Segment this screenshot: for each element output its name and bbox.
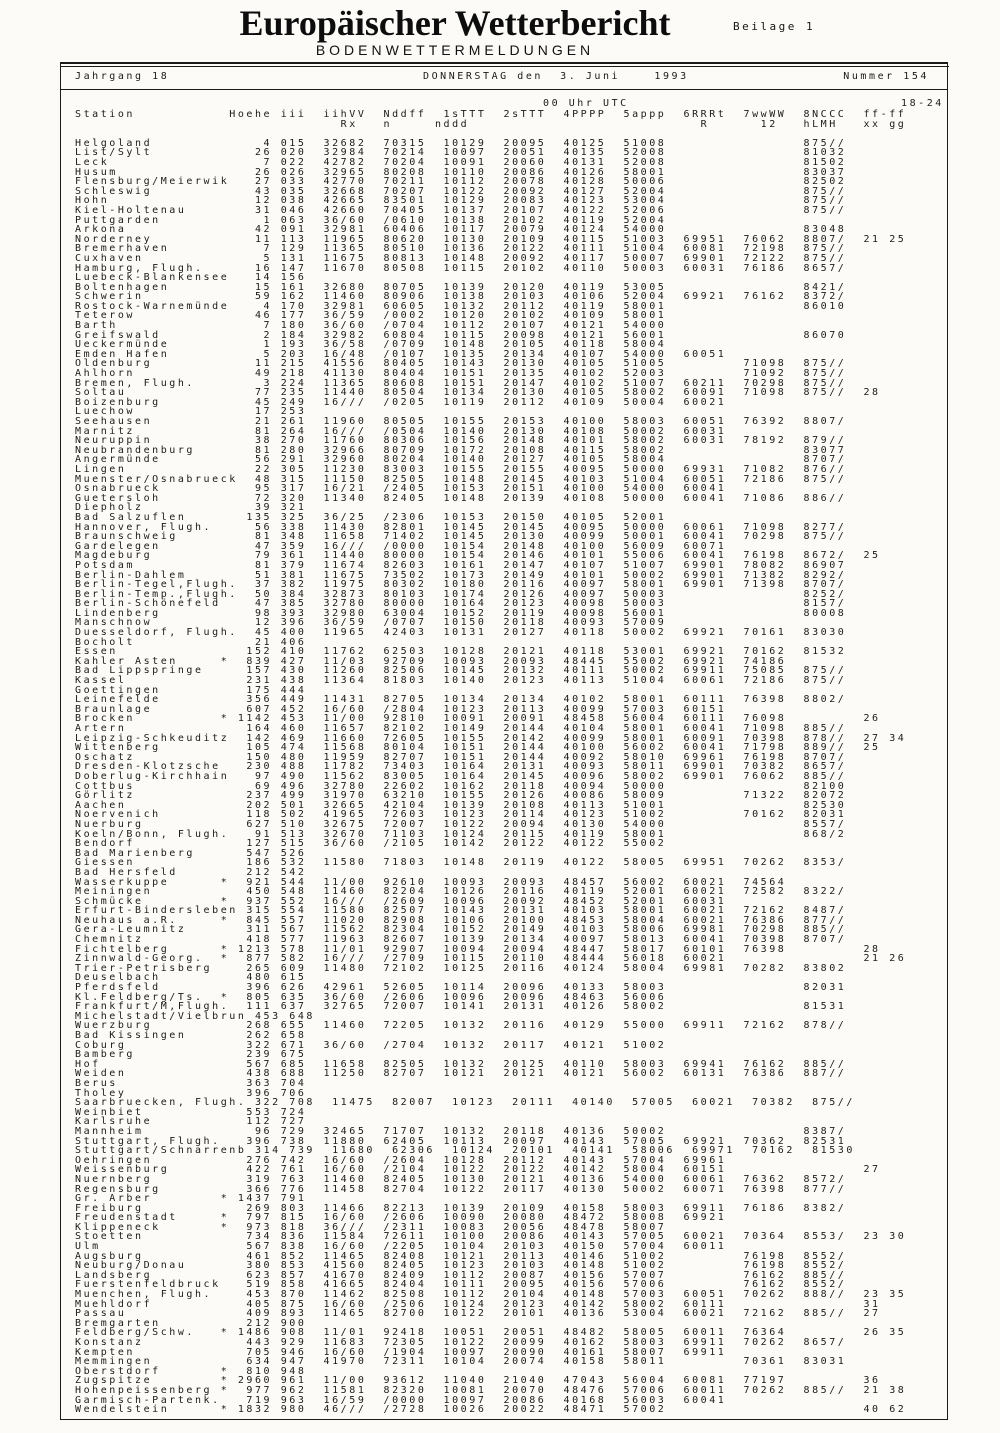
table-row: Wasserkuppe * 921 544 11/00 92610 10093 20093 48457 56002 60021 74564 bbox=[75, 876, 787, 888]
table-row: Barth 7 180 36/60 /0704 10112 20107 40121 54000 bbox=[75, 320, 667, 332]
table-row: Muenchen, Flugh. 453 870 11462 82508 10112 20104 40148 57003 60051 70262 888// 23 35 bbox=[75, 1289, 907, 1301]
table-row: Ueckermünde 1 193 36/58 /0709 10148 20105 40118 58004 bbox=[75, 339, 667, 351]
table-row: Freudenstadt * 797 815 16/60 /2606 10090 20080 48472 58008 69921 bbox=[75, 1212, 727, 1224]
table-row: Emden Hafen 5 203 16/48 /0107 10135 20134 40107 54000 60051 bbox=[75, 348, 727, 360]
table-row: Trier-Petrisberg 265 609 11480 72102 10125 20116 40124 58004 69981 70282 83802 bbox=[75, 962, 847, 974]
table-row: Bremen, Flugh. 3 224 11365 80608 10151 20147 40102 51007 60211 70298 875// bbox=[75, 377, 847, 389]
table-row: Luebeck-Blankensee 14 156 bbox=[75, 272, 307, 284]
table-row: Bad Marienberg 547 526 bbox=[75, 847, 307, 859]
table-row: Hamburg, Flugh. 16 147 11670 80508 10115 20102 40110 50003 60031 76186 8657/ bbox=[75, 262, 847, 274]
table-row: Puttgarden 1 063 36/60 /0610 10138 20102 40119 52004 bbox=[75, 214, 667, 226]
table-row: Garmisch-Partenk. 719 963 16/59 /0000 10097 20086 40168 56003 60041 bbox=[75, 1394, 727, 1406]
table-row: List/Sylt 26 020 32984 70214 10097 20051 40135 52008 81032 bbox=[75, 147, 847, 159]
table-row: Oehringen 276 742 16/60 /2604 10128 20112 40143 57004 69961 bbox=[75, 1154, 727, 1166]
table-row: Berus 363 704 bbox=[75, 1077, 307, 1089]
table-row: Pferdsfeld 396 626 42961 52605 10114 20096 40133 58003 82031 bbox=[75, 982, 847, 994]
subtitle: BODENWETTERMELDUNGEN bbox=[315, 42, 595, 58]
observation-time-label: 00 Uhr UTC bbox=[543, 98, 629, 109]
station-table bbox=[61, 110, 947, 1415]
table-row: Meiningen 450 548 11460 82204 10126 20116 40119 52001 60021 72582 8322/ bbox=[75, 886, 847, 898]
table-row: Regensburg 366 776 11458 82704 10122 20117 40130 50002 60071 76398 877// bbox=[75, 1183, 847, 1195]
table-row: Mannheim 96 729 32465 71707 10132 20118 40136 50002 8387/ bbox=[75, 1125, 847, 1137]
table-row: Guetersloh 72 320 11340 82405 10148 20139 40108 50000 60041 71086 886// bbox=[75, 492, 847, 504]
table-header-row: Station Hoehe iii iihVV Nddff 1sTTT 2sTTT 4PPPP 5appp 6RRRt 7wwWW 8NCCC ff-ff bbox=[75, 109, 907, 120]
table-row: Augsburg 461 852 11465 82408 10121 20113 40146 51002 76198 8552/ bbox=[75, 1250, 847, 1262]
table-row: Klippeneck * 973 818 36/// /2311 10083 20056 48478 58007 bbox=[75, 1221, 667, 1233]
table-row: Berlin-Dahlem 51 381 11675 73502 10173 20149 40101 50002 69901 71382 8292/ bbox=[75, 569, 847, 581]
issue-bar bbox=[61, 64, 947, 90]
table-row: Doberlug-Kirchhain 97 490 11562 83005 10164 20145 40096 58002 69901 76062 885// bbox=[75, 770, 847, 782]
observation-time-row bbox=[61, 90, 947, 110]
table-row: Diepholz 39 321 bbox=[75, 502, 307, 514]
table-row: Berlin-Tegel,Flugh. 37 382 11975 80302 10180 20116 40097 58001 69901 71398 8707/ bbox=[75, 579, 847, 591]
table-row: Schleswig 43 035 32668 70207 10122 20092 40127 52004 875// bbox=[75, 185, 847, 197]
table-row: Kiel-Holtenau 31 046 42660 70405 10137 20107 40122 52006 875// bbox=[75, 204, 847, 216]
table-row: Gera-Leumnitz 311 567 11562 82304 10152 20149 40103 58006 69981 70298 885// bbox=[75, 924, 847, 936]
table-row: Duesseldorf, Flugh. 45 400 11965 42403 10131 20127 40118 50002 69921 70161 83030 bbox=[75, 627, 847, 639]
table-row: Kahler Asten * 839 427 11/03 92709 10093 20093 48445 55002 69921 74186 bbox=[75, 655, 787, 667]
table-row: Artern 164 460 11657 82102 10149 20144 40104 58001 60041 71098 885// bbox=[75, 723, 847, 734]
table-row: Fichtelberg * 1213 578 11/01 92907 10094 20094 48447 58017 60101 76398 28 bbox=[75, 943, 881, 955]
table-row: Hof 567 685 11658 82505 10132 20125 40110 58003 69941 76162 885// bbox=[75, 1058, 847, 1070]
table-row: Konstanz 443 929 11683 72305 10122 20099 40162 58003 69911 70262 8657/ bbox=[75, 1337, 847, 1348]
table-row: Weissenburg 422 761 16/60 /2104 10122 20122 40142 58004 60151 27 bbox=[75, 1164, 881, 1176]
table-row: Bremgarten 212 900 bbox=[75, 1317, 307, 1329]
table-row: Oberstdorf * 810 948 bbox=[75, 1365, 307, 1377]
table-row: Oschatz 150 480 11959 82707 10151 20144 40092 58010 69961 76198 8707/ bbox=[75, 751, 847, 763]
table-row: Saarbruecken, Flugh. 322 708 11475 82007 10123 20111 40140 57005 60021 70382 875// bbox=[75, 1097, 855, 1109]
table-header-row: Rx n nddd R 12 hLMH xx gg bbox=[75, 118, 907, 130]
table-row: Chemnitz 418 577 11963 82607 10139 20134 40097 58013 60041 70398 8707/ bbox=[75, 934, 847, 946]
table-row: Flensburg/Meierwik 27 033 42770 70211 10112 20078 40128 50006 82502 bbox=[75, 176, 847, 188]
table-row: Landsberg 623 857 41670 82409 10112 20087 40156 57007 76162 885// bbox=[75, 1269, 847, 1281]
table-row: Boltenhagen 15 161 32680 80705 10139 20120 40119 53005 8421/ bbox=[75, 281, 847, 293]
table-row: Noervenich 118 502 41965 72603 10123 20114 40123 51002 70162 82031 bbox=[75, 809, 847, 821]
table-row: Feldberg/Schw. * 1486 908 11/01 92418 10051 20051 48482 58005 60011 76364 26 35 bbox=[75, 1327, 907, 1339]
table-row: Angermünde 56 291 32960 80204 10140 20127 40105 58004 8707/ bbox=[75, 454, 847, 466]
masthead bbox=[0, 0, 1000, 62]
table-row: Bocholt 21 406 bbox=[75, 636, 307, 648]
table-row: Lingen 22 305 11230 83003 10155 20155 40095 50000 69931 71082 876// bbox=[75, 463, 847, 475]
page-title: Europäischer Wetterbericht bbox=[239, 3, 671, 43]
table-row: Bad Kissingen 262 658 bbox=[75, 1030, 307, 1041]
table-row: Memmingen 634 947 41970 72311 10104 20074 40158 58011 70361 83031 bbox=[75, 1356, 847, 1368]
table-row: Fuerstenfeldbruck 519 858 41665 82404 10111 20095 40156 57006 76162 8552/ bbox=[75, 1279, 847, 1291]
table-row: Rostock-Warnemünde 4 170 32981 60605 10132 20112 40119 58001 86010 bbox=[75, 300, 847, 312]
table-row: Ulm 567 838 16/60 /2205 10104 20103 40150 57004 60011 bbox=[75, 1241, 727, 1253]
table-row: Bad Salzuflen 135 325 36/25 /2306 10153 20150 40105 52001 bbox=[75, 511, 667, 523]
table-row: Muehldorf 405 875 16/60 /2506 10124 20123 40142 58002 60111 31 bbox=[75, 1298, 881, 1310]
table-row: Magdeburg 79 361 11440 80000 10154 20146 40101 55006 60041 76198 8672/ 25 bbox=[75, 550, 881, 562]
table-row: Wuerzburg 268 655 11460 72205 10132 20116 40129 55000 69911 72162 878// bbox=[75, 1020, 847, 1032]
table-row: Arkona 42 091 32981 60406 10117 20079 40124 54000 83048 bbox=[75, 224, 847, 236]
table-row: Giessen 186 532 11580 71803 10148 20119 40122 58005 69951 70262 8353/ bbox=[75, 857, 847, 869]
table-row: Neuburg/Donau 380 853 41560 82405 10123 20103 40148 51002 76198 8552/ bbox=[75, 1260, 847, 1272]
table-row: Aachen 202 501 32665 42104 10139 20108 40113 51001 82530 bbox=[75, 799, 847, 811]
table-row: Passau 409 893 11465 82700 10122 20101 40136 53004 60021 72162 885// 27 bbox=[75, 1308, 881, 1320]
table-row: Weinbiet 553 724 bbox=[75, 1106, 307, 1118]
table-row: Brocken * 1142 453 11/00 92810 10091 20091 48458 56004 60111 76098 26 bbox=[75, 713, 881, 725]
issue-date: DONNERSTAG den 3. Juni 1993 bbox=[423, 71, 689, 82]
table-row: Hohn 12 038 42665 83501 10129 20083 40123 53004 875// bbox=[75, 195, 847, 207]
table-row: Bad Lippspringe 157 430 11260 82506 10145 20132 40111 50002 69911 75085 875// bbox=[75, 665, 847, 677]
table-row: Leipzig-Schkeuditz 142 469 11660 72605 10155 20142 40099 58001 60091 70398 878// 27 34 bbox=[75, 732, 907, 744]
table-row: Osnabrueck 95 317 16/21 /2405 10153 20151 40100 54000 60041 bbox=[75, 483, 727, 495]
table-row: Husum 26 026 32965 80208 10110 20086 40126 58001 83037 bbox=[75, 166, 847, 178]
table-row: Wittenberg 105 474 11568 80104 10151 20144 40100 56002 60041 71798 889// 25 bbox=[75, 742, 881, 754]
table-row: Marnitz 81 264 16/// /0504 10140 20130 40108 50002 60031 bbox=[75, 425, 727, 437]
table-row: Cuxhaven 5 131 11675 80813 10148 20092 40117 50007 69901 72122 875// bbox=[75, 252, 847, 264]
supplement-label: Beilage 1 bbox=[733, 20, 816, 33]
table-row: Coburg 322 671 36/60 /2704 10132 20117 40121 51002 bbox=[75, 1039, 667, 1051]
table-row: Neuhaus a.R. * 845 557 11020 82908 10106 20100 48453 58004 60021 76386 877// bbox=[75, 914, 847, 926]
table-row: Neuruppin 38 270 11760 80306 10156 20148 40101 58002 60031 78192 879// bbox=[75, 435, 847, 447]
table-row: Wendelstein * 1832 980 46/// /2728 10026 20022 48471 57002 40 62 bbox=[75, 1404, 907, 1416]
table-row: Zinnwald-Georg. * 877 582 16/// /2709 10115 20110 48444 56018 60021 21 26 bbox=[75, 953, 907, 965]
table-row: Nuernberg 319 763 11460 82405 10130 20121 40136 54000 60061 76362 8572/ bbox=[75, 1173, 847, 1185]
table-row: Oldenburg 11 215 41556 80405 10143 20130 40105 51005 71098 875// bbox=[75, 358, 847, 370]
table-row: Lindenberg 98 393 32980 63004 10152 20119 40098 56001 80008 bbox=[75, 607, 847, 619]
table-row: Nuerburg 627 510 32675 72007 10122 20094 40130 54000 8557/ bbox=[75, 818, 847, 830]
table-row: Norderney 11 113 11965 80620 10130 20109 40115 51003 69951 76062 8807/ 21 25 bbox=[75, 233, 907, 245]
table-row: Ahlhorn 49 218 41130 80404 10151 20135 40102 52003 71092 875// bbox=[75, 368, 847, 380]
table-row: Seehausen 21 261 11960 80505 10155 20153 40100 58003 60051 76392 8807/ bbox=[75, 416, 847, 427]
table-row: Essen 152 410 11762 62503 10128 20121 40118 53001 69921 70162 81532 bbox=[75, 646, 847, 658]
table-row: Tholey 396 706 bbox=[75, 1087, 307, 1099]
table-row: Dresden-Klotzsche 230 488 11782 73403 10164 20131 40093 58011 69901 70382 8657/ bbox=[75, 761, 847, 773]
table-row: Gr. Arber * 1437 791 bbox=[75, 1193, 307, 1205]
table-row: Berlin-Temp.,Flugh. 50 384 32873 80103 10174 20126 40097 50003 8252/ bbox=[75, 588, 847, 600]
table-row: Bamberg 239 675 bbox=[75, 1049, 307, 1061]
table-row: Berlin-Schönefeld 47 385 32780 80000 10164 20123 40098 50003 8157/ bbox=[75, 598, 847, 610]
table-row: Luechow 17 253 bbox=[75, 406, 307, 418]
issue-volume: Jahrgang 18 bbox=[75, 71, 170, 82]
table-row: Cottbus 69 496 32780 22602 10162 20118 40094 50000 82100 bbox=[75, 780, 847, 792]
table-row: Bremerhaven 7 129 11365 80510 10136 20122 40111 51004 60081 72198 875// bbox=[75, 243, 847, 255]
table-row: Koeln/Bonn, Flugh. 91 513 32670 71103 10124 20115 40119 58001 868/2 bbox=[75, 828, 847, 840]
table-row: Görlitz 237 499 31970 63210 10155 20126 40086 58009 71322 82072 bbox=[75, 790, 847, 802]
table-row: Leinefelde 356 449 11431 82705 10134 20134 40102 58001 60111 76398 8802/ bbox=[75, 694, 847, 706]
table-row: Braunschweig 81 348 11658 71402 10145 20130 40099 50001 60041 70298 875// bbox=[75, 531, 847, 543]
table-row: Greifswald 2 184 32982 60804 10115 20098 40121 56001 86070 bbox=[75, 329, 847, 341]
table-row: Schmücke * 937 552 16/// /2609 10096 20092 48452 52001 60031 bbox=[75, 895, 727, 907]
table-row: Gardelegen 47 359 16/// /0000 10154 20148 40100 56009 60071 bbox=[75, 540, 727, 552]
table-row: Bendorf 127 515 36/60 /2105 10142 20122 40122 55002 bbox=[75, 838, 667, 850]
table-row: Kassel 231 438 11364 81803 10140 20123 40113 51004 60061 72186 875// bbox=[75, 675, 847, 687]
table-row: Erfurt-Bindersleben 315 554 11580 82507 10143 20131 40103 58001 60021 72162 8487/ bbox=[75, 905, 847, 917]
table-row: Stuttgart/Schnarrenb 314 739 11680 62306 10124 20101 40141 58006 69971 70162 81530 bbox=[75, 1145, 855, 1157]
table-row: Soltau 77 235 11440 80504 10134 20130 40105 58002 60091 71098 875// 28 bbox=[75, 387, 881, 399]
table-row: Leck 7 022 42782 70204 10091 20060 40131 52008 81502 bbox=[75, 156, 847, 168]
table-row: Frankfurt/M,Flugh. 111 637 32765 72007 10141 20131 40126 58002 81531 bbox=[75, 1001, 847, 1013]
table-row: Deuselbach 480 615 bbox=[75, 972, 307, 984]
table-row: Kempten 705 946 16/60 /1904 10097 20090 40161 58007 69911 bbox=[75, 1346, 727, 1358]
table-row: Braunlage 607 452 16/60 /2804 10123 20113 40099 57003 60151 bbox=[75, 703, 727, 715]
table-row: Helgoland 4 015 32682 70315 10129 20095 40125 51008 875// bbox=[75, 137, 847, 149]
table-row: Freiburg 269 803 11466 82213 10139 20109 40158 58003 69911 76186 8382/ bbox=[75, 1202, 847, 1214]
table-row: Zugspitze * 2960 961 11/00 93612 11040 21040 47043 56004 60081 77197 36 bbox=[75, 1375, 881, 1387]
table-row: Bad Hersfeld 212 542 bbox=[75, 866, 307, 878]
table-row: Stoetten 734 836 11584 72611 10100 20086 40143 57005 60021 70364 8553/ 23 30 bbox=[75, 1231, 907, 1243]
table-row: Schwerin 59 162 11460 80906 10138 20103 40106 52004 69921 76162 8372/ bbox=[75, 291, 847, 303]
table-row: Potsdam 81 379 11674 82603 10161 20147 40107 51007 69901 78082 86907 bbox=[75, 559, 847, 571]
table-row: Karlsruhe 112 727 bbox=[75, 1116, 307, 1128]
table-row: Goettingen 175 444 bbox=[75, 684, 307, 696]
table-row: Boizenburg 45 249 16/// /0205 10119 20112 40109 50004 60021 bbox=[75, 396, 727, 408]
table-row: Muenster/Osnabrueck 48 315 11150 82505 10148 20145 40103 51004 60051 72186 875// bbox=[75, 473, 847, 485]
table-row: Michelstadt/Vielbrun 453 648 bbox=[75, 1010, 315, 1022]
table-row: Manschnow 12 396 36/59 /0707 10150 20118 40093 57009 bbox=[75, 617, 667, 629]
report-frame bbox=[60, 62, 948, 1420]
table-row: Stuttgart, Flugh. 396 738 11880 62405 10113 20097 40143 57005 69921 70362 82531 bbox=[75, 1135, 847, 1147]
table-row: Neubrandenburg 81 280 32966 80709 10172 20108 40115 58002 83077 bbox=[75, 444, 847, 456]
table-row: Teterow 46 177 36/59 /0002 10120 20102 40109 58001 bbox=[75, 310, 667, 322]
table-row: Kl.Feldberg/Ts. * 805 635 36/60 /2606 10096 20096 48463 56006 bbox=[75, 991, 667, 1003]
table-row: Weiden 438 688 11250 82707 10121 20121 40121 56002 60131 76386 887// bbox=[75, 1068, 847, 1080]
issue-number: Nummer 154 bbox=[843, 71, 929, 82]
table-row: Hohenpeissenberg * 977 962 11581 82320 10081 20070 48476 57006 60011 70262 885// 21 38 bbox=[75, 1384, 907, 1396]
table-row: Hannover, Flugh. 56 338 11430 82801 10145 20145 40095 50000 60061 71098 8277/ bbox=[75, 521, 847, 533]
wind-period-label: 18-24 bbox=[901, 98, 944, 109]
